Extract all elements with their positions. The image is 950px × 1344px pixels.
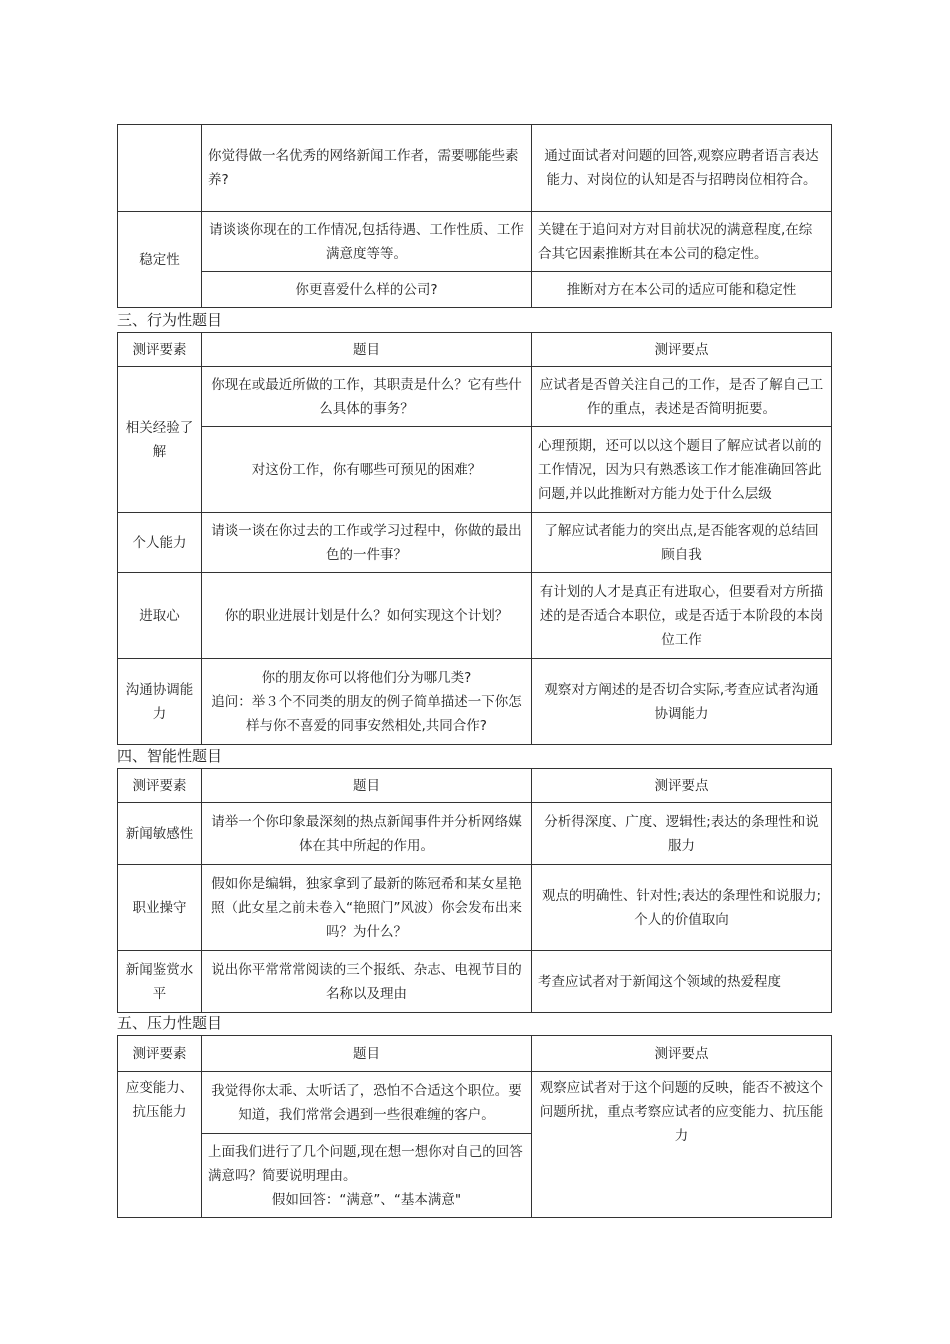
header-question: 题目 xyxy=(202,1036,532,1072)
question-cell xyxy=(202,1134,532,1218)
table-section-4 xyxy=(117,768,832,1013)
question-cell: 你的职业进展计划是什么？如何实现这个计划？ xyxy=(202,573,532,659)
section-3-title: 三、行为性题目 xyxy=(117,311,223,329)
point-cell: 观察对方阐述的是否切合实际,考查应试者沟通协调能力 xyxy=(532,659,832,745)
header-question: 题目 xyxy=(202,769,532,803)
question-cell: 你现在或最近所做的工作，其职责是什么？它有些什么具体的事务？ xyxy=(202,367,532,427)
table-row xyxy=(118,125,832,212)
factor-cell: 新闻鉴赏水平 xyxy=(118,951,202,1013)
point-cell: 观点的明确性、针对性;表达的条理性和说服力;个人的价值取向 xyxy=(532,865,832,951)
table-row xyxy=(118,659,832,745)
question-cell: 假如你是编辑，独家拿到了最新的陈冠希和某女星艳照（此女星之前未卷入“艳照门”风波）你会发布出来吗？为什么？ xyxy=(202,865,532,951)
table-row xyxy=(118,865,832,951)
factor-cell: 沟通协调能力 xyxy=(118,659,202,745)
point-cell: 有计划的人才是真正有进取心，但要看对方所描述的是否适合本职位，或是否适于本阶段的本岗位工作 xyxy=(532,573,832,659)
table-row xyxy=(118,427,832,513)
header-point: 测评要点 xyxy=(532,1036,832,1072)
section-5-title: 五、压力性题目 xyxy=(117,1014,223,1032)
point-cell: 关键在于追问对方对目前状况的满意程度,在综合其它因素推断其在本公司的稳定性。 xyxy=(532,212,832,272)
table-header-row xyxy=(118,769,832,803)
point-cell: 通过面试者对问题的回答,观察应聘者语言表达能力、对岗位的认知是否与招聘岗位相符合。 xyxy=(532,125,832,212)
question-cell: 请举一个你印象最深刻的热点新闻事件并分析网络媒体在其中所起的作用。 xyxy=(202,803,532,865)
point-cell: 考查应试者对于新闻这个领域的热爱程度 xyxy=(532,951,832,1013)
factor-cell xyxy=(118,125,202,212)
question-cell xyxy=(202,125,532,212)
point-cell: 心理预期，还可以以这个题目了解应试者以前的工作情况，因为只有熟悉该工作才能准确回答此问题,并以此推断对方能力处于什么层级 xyxy=(532,427,832,513)
table-section-5 xyxy=(117,1035,832,1218)
table-row xyxy=(118,803,832,865)
factor-cell: 个人能力 xyxy=(118,513,202,573)
factor-cell: 稳定性 xyxy=(118,212,202,308)
table-header-row xyxy=(118,1036,832,1072)
factor-cell: 应变能力、抗压能力 xyxy=(118,1072,202,1218)
question-cell: 请谈谈你现在的工作情况,包括待遇、工作性质、工作满意度等等。 xyxy=(202,212,532,272)
header-point: 测评要点 xyxy=(532,769,832,803)
table-row xyxy=(118,1072,832,1134)
table-row xyxy=(118,513,832,573)
factor-cell: 进取心 xyxy=(118,573,202,659)
question-line: 假如回答：“满意”、“基本满意" xyxy=(271,1191,462,1208)
point-cell: 观察应试者对于这个问题的反映，能否不被这个问题所扰，重点考察应试者的应变能力、抗压能力 xyxy=(532,1072,832,1218)
question-cell: 对这份工作，你有哪些可预见的困难？ xyxy=(202,427,532,513)
factor-cell: 新闻敏感性 xyxy=(118,803,202,865)
question-line: 追问：举３个不同类的朋友的例子简单描述一下你怎样与你不喜爱的同事安然相处,共同合作? xyxy=(211,693,522,734)
point-cell: 分析得深度、广度、逻辑性;表达的条理性和说服力 xyxy=(532,803,832,865)
header-question: 题目 xyxy=(202,333,532,367)
question-cell: 请谈一谈在你过去的工作或学习过程中，你做的最出色的一件事？ xyxy=(202,513,532,573)
question-cell: 我觉得你太乖、太听话了，恐怕不合适这个职位。要知道，我们常常会遇到一些很难缠的客户。 xyxy=(202,1072,532,1134)
question-line: 上面我们进行了几个问题,现在想一想你对自己的回答满意吗？简要说明理由。 xyxy=(208,1143,523,1184)
factor-cell: 职业操守 xyxy=(118,865,202,951)
question-cell: 说出你平常常常阅读的三个报纸、杂志、电视节目的名称以及理由 xyxy=(202,951,532,1013)
question-text: 你觉得做一名优秀的网络新闻工作者，需要哪能些素养? xyxy=(208,148,519,188)
section-4-title: 四、智能性题目 xyxy=(117,747,223,765)
table-row xyxy=(118,951,832,1013)
factor-cell: 相关经验了解 xyxy=(118,367,202,513)
table-row xyxy=(118,367,832,427)
table-header-row xyxy=(118,333,832,367)
question-line: 你的朋友你可以将他们分为哪几类? xyxy=(261,669,472,686)
header-factor: 测评要素 xyxy=(118,333,202,367)
header-point: 测评要点 xyxy=(532,333,832,367)
table-row xyxy=(118,212,832,272)
table-row xyxy=(118,272,832,308)
table-section-3 xyxy=(117,332,832,745)
point-cell: 应试者是否曾关注自己的工作，是否了解自己工作的重点，表述是否简明扼要。 xyxy=(532,367,832,427)
point-cell: 推断对方在本公司的适应可能和稳定性 xyxy=(532,272,832,308)
table-row xyxy=(118,573,832,659)
table-top xyxy=(117,124,832,308)
header-factor: 测评要素 xyxy=(118,769,202,803)
question-cell: 你更喜爱什么样的公司? xyxy=(202,272,532,308)
question-cell xyxy=(202,659,532,745)
header-factor: 测评要素 xyxy=(118,1036,202,1072)
point-cell: 了解应试者能力的突出点,是否能客观的总结回顾自我 xyxy=(532,513,832,573)
